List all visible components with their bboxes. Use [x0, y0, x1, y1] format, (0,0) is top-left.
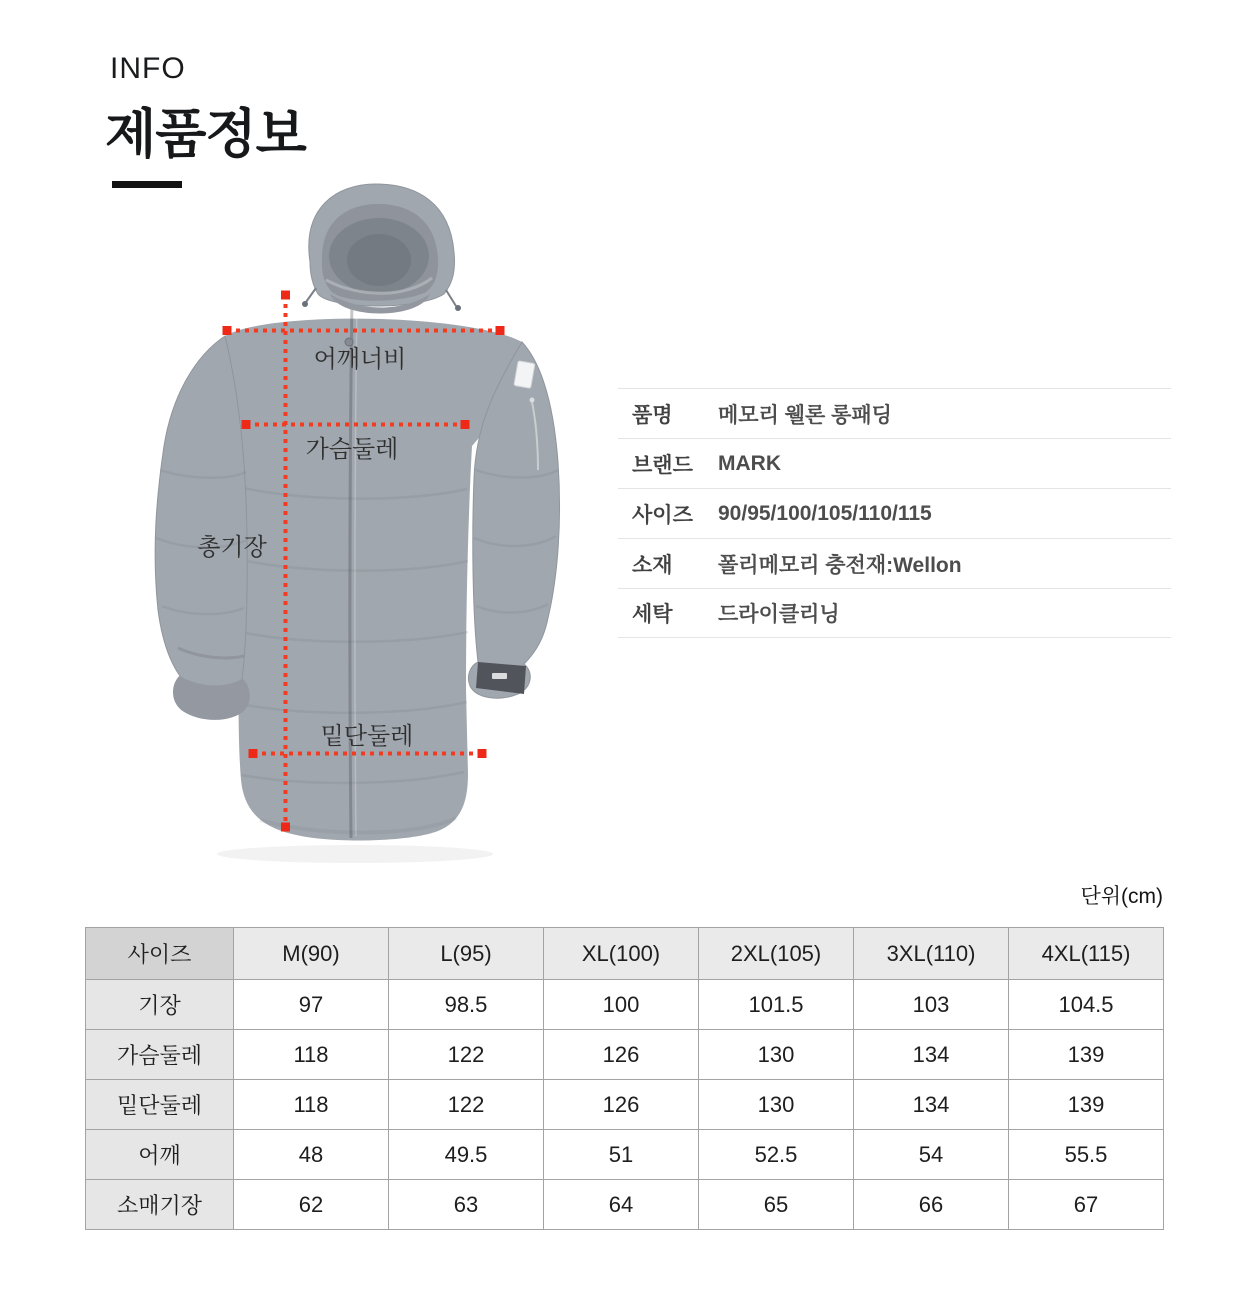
ground-shadow — [217, 845, 493, 863]
table-row — [86, 1130, 1164, 1180]
size-value-cell: 134 — [854, 1030, 1009, 1080]
page-title: 제품정보 — [105, 105, 306, 164]
spec-label: 품명 — [632, 403, 673, 427]
shoulder-width-label: 어깨너비 — [313, 346, 407, 373]
spec-label: 소재 — [632, 553, 673, 577]
size-col-header: 2XL(105) — [699, 928, 854, 980]
spec-label: 세탁 — [632, 603, 673, 626]
size-value-cell: 55.5 — [1009, 1130, 1164, 1180]
left-sleeve — [155, 336, 249, 719]
total-length-label: 총기장 — [197, 534, 267, 561]
size-value-cell: 65 — [699, 1180, 854, 1230]
drawcord-toggle — [302, 301, 308, 307]
size-table-header-row — [86, 928, 1164, 980]
size-value-cell: 101.5 — [699, 980, 854, 1030]
size-col-header: 4XL(115) — [1009, 928, 1164, 980]
size-col-header: 3XL(110) — [854, 928, 1009, 980]
drawcord-toggle — [455, 305, 461, 311]
size-value-cell: 126 — [544, 1080, 699, 1130]
size-value-cell: 118 — [234, 1080, 389, 1130]
row-label: 밑단둘레 — [86, 1080, 234, 1130]
size-value-cell: 103 — [854, 980, 1009, 1030]
hem-label: 밑단둘레 — [320, 723, 414, 750]
size-value-cell: 126 — [544, 1030, 699, 1080]
row-label: 어깨 — [86, 1130, 234, 1180]
arm-logo-patch — [514, 361, 535, 389]
cuff-tab-label — [492, 673, 507, 679]
spec-label: 브랜드 — [632, 453, 693, 477]
size-value-cell: 64 — [544, 1180, 699, 1230]
spec-value: MARK — [718, 451, 781, 475]
size-value-cell: 130 — [699, 1080, 854, 1130]
spec-value: 메모리 웰론 롱패딩 — [718, 403, 892, 427]
row-label: 기장 — [86, 980, 234, 1030]
size-value-cell: 48 — [234, 1130, 389, 1180]
spec-value: 폴리메모리 충전재:Wellon — [718, 553, 962, 577]
size-col-header: L(95) — [389, 928, 544, 980]
drawcord — [306, 288, 316, 302]
spec-row — [618, 488, 1171, 538]
size-table-corner-cell: 사이즈 — [86, 928, 234, 980]
size-col-header: XL(100) — [544, 928, 699, 980]
spec-row — [618, 538, 1171, 588]
snap-button — [345, 338, 353, 346]
table-row — [86, 980, 1164, 1030]
table-row — [86, 1080, 1164, 1130]
jacket-illustration — [120, 170, 620, 880]
size-value-cell: 52.5 — [699, 1130, 854, 1180]
size-col-header: M(90) — [234, 928, 389, 980]
size-value-cell: 51 — [544, 1130, 699, 1180]
unit-note: 단위(cm) — [1080, 885, 1163, 908]
chest-label: 가슴둘레 — [305, 436, 399, 463]
size-value-cell: 98.5 — [389, 980, 544, 1030]
size-value-cell: 118 — [234, 1030, 389, 1080]
hood-interior-deep — [347, 234, 411, 286]
size-value-cell: 139 — [1009, 1080, 1164, 1130]
size-value-cell: 49.5 — [389, 1130, 544, 1180]
row-label: 가슴둘레 — [86, 1030, 234, 1080]
jacket-figure — [120, 170, 620, 880]
spec-label: 사이즈 — [632, 503, 693, 527]
size-value-cell: 134 — [854, 1080, 1009, 1130]
size-value-cell: 54 — [854, 1130, 1009, 1180]
size-value-cell: 130 — [699, 1030, 854, 1080]
info-eyebrow: INFO — [110, 52, 186, 85]
size-value-cell: 104.5 — [1009, 980, 1164, 1030]
spec-value: 90/95/100/105/110/115 — [718, 501, 932, 525]
table-row — [86, 1030, 1164, 1080]
spec-row — [618, 588, 1171, 638]
table-row — [86, 1180, 1164, 1230]
size-value-cell: 122 — [389, 1080, 544, 1130]
size-value-cell: 139 — [1009, 1030, 1164, 1080]
size-value-cell: 97 — [234, 980, 389, 1030]
size-value-cell: 62 — [234, 1180, 389, 1230]
row-label: 소매기장 — [86, 1180, 234, 1230]
zipper-pull — [530, 398, 535, 403]
spec-list — [618, 388, 1171, 638]
size-value-cell: 122 — [389, 1030, 544, 1080]
size-table — [85, 927, 1164, 1230]
size-value-cell: 63 — [389, 1180, 544, 1230]
drawcord — [446, 290, 456, 306]
size-value-cell: 67 — [1009, 1180, 1164, 1230]
spec-value: 드라이클리닝 — [718, 603, 840, 626]
size-value-cell: 100 — [544, 980, 699, 1030]
spec-row — [618, 438, 1171, 488]
size-value-cell: 66 — [854, 1180, 1009, 1230]
spec-row — [618, 388, 1171, 438]
